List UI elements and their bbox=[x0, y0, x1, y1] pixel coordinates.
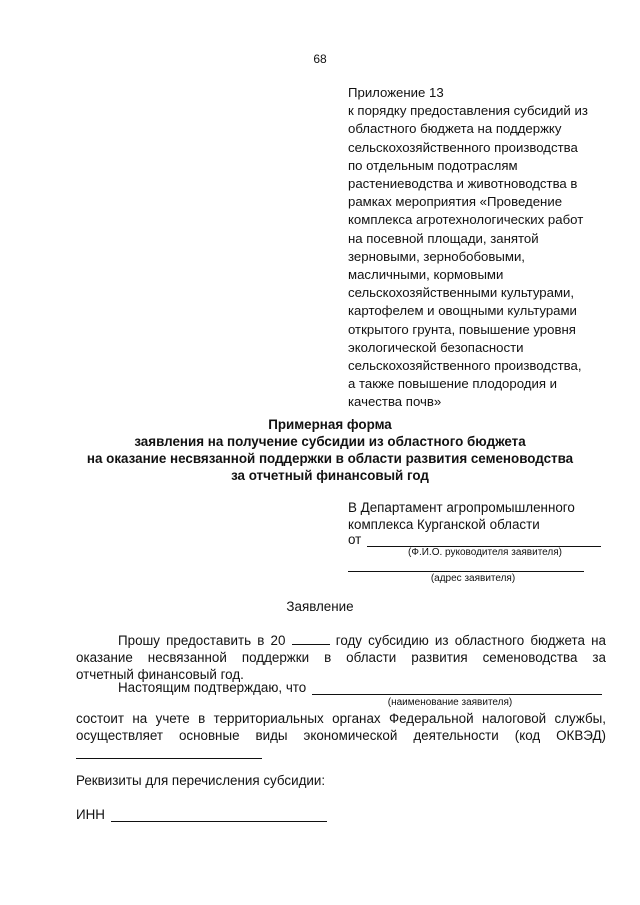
fio-caption: (Ф.И.О. руководителя заявителя) bbox=[408, 547, 562, 558]
request-text-mid: году субсидию из областного бюджета на bbox=[335, 633, 606, 648]
from-row bbox=[348, 532, 601, 547]
appendix-line: по отдельным подотраслям bbox=[348, 157, 518, 173]
addressee-line: комплекса Курганской области bbox=[348, 517, 540, 532]
request-line-3: отчетный финансовый год. bbox=[76, 667, 244, 682]
title-line: Примерная форма bbox=[268, 417, 392, 432]
page-number: 68 bbox=[313, 52, 327, 66]
appendix-line: рамках мероприятия «Проведение bbox=[348, 194, 563, 210]
confirm-row bbox=[118, 680, 602, 695]
addressee-line: В Департамент агропромышленного bbox=[348, 500, 575, 515]
appendix-line: открытого грунта, повышение уровня bbox=[348, 321, 576, 337]
appendix-line: сельскохозяйственного производства bbox=[348, 139, 578, 155]
registration-line-1: состоит на учете в территориальных органах Федеральной налоговой службы, bbox=[76, 711, 606, 726]
appendix-line: сельскохозяйственными культурами, bbox=[348, 285, 575, 301]
inn-field[interactable] bbox=[111, 807, 327, 822]
appendix-line: Приложение 13 bbox=[348, 85, 444, 100]
appendix-line: картофелем и овощными культурами bbox=[348, 303, 577, 319]
applicant-name-caption: (наименование заявителя) bbox=[387, 697, 513, 708]
inn-row bbox=[76, 807, 327, 822]
address-field[interactable] bbox=[348, 557, 584, 572]
registration-line-2: осуществляет основные виды экономической деятельности (код ОКВЭД) bbox=[76, 728, 606, 743]
addressee-block bbox=[348, 499, 610, 533]
appendix-line: экологической безопасности bbox=[348, 339, 524, 355]
appendix-block bbox=[348, 84, 610, 412]
statement-heading: Заявление bbox=[286, 599, 354, 614]
appendix-line: растениеводства и животноводства в bbox=[348, 176, 578, 192]
request-paragraph bbox=[76, 632, 606, 683]
title-line: заявления на получение субсидии из областного бюджета bbox=[134, 434, 526, 449]
appendix-line: областного бюджета на поддержку bbox=[348, 121, 562, 137]
title-line: на оказание несвязанной поддержки в области развития семеноводства bbox=[86, 451, 574, 466]
okved-field[interactable] bbox=[76, 744, 262, 759]
requisites-label: Реквизиты для перечисления субсидии: bbox=[76, 773, 326, 788]
appendix-line: комплекса агротехнологических работ bbox=[348, 212, 584, 228]
registration-paragraph bbox=[76, 710, 606, 744]
appendix-line: масличными, кормовыми bbox=[348, 267, 504, 283]
year-field[interactable] bbox=[292, 632, 330, 645]
from-label: от bbox=[348, 532, 362, 547]
address-caption: (адрес заявителя) bbox=[430, 573, 516, 584]
applicant-name-field[interactable] bbox=[312, 680, 602, 695]
address-row bbox=[348, 557, 584, 572]
request-line-2: оказание несвязанной поддержки в области развития семеноводства за bbox=[76, 650, 606, 665]
fio-field[interactable] bbox=[367, 532, 601, 547]
appendix-line: сельскохозяйственного производства, bbox=[348, 358, 582, 374]
title-line: за отчетный финансовый год bbox=[231, 468, 429, 483]
okved-row bbox=[76, 744, 262, 759]
confirm-label: Настоящим подтверждаю, что bbox=[118, 680, 307, 695]
inn-label: ИНН bbox=[76, 807, 105, 822]
request-text-start: Прошу предоставить в 20 bbox=[118, 633, 286, 648]
appendix-line: к порядку предоставления субсидий из bbox=[348, 103, 588, 119]
appendix-line: качества почв» bbox=[348, 394, 442, 410]
form-title bbox=[60, 416, 600, 484]
appendix-line: зерновыми, зернобобовыми, bbox=[348, 248, 525, 264]
request-line-1 bbox=[76, 632, 606, 649]
appendix-line: а также повышение плодородия и bbox=[348, 376, 558, 392]
appendix-line: на посевной площади, занятой bbox=[348, 230, 539, 246]
